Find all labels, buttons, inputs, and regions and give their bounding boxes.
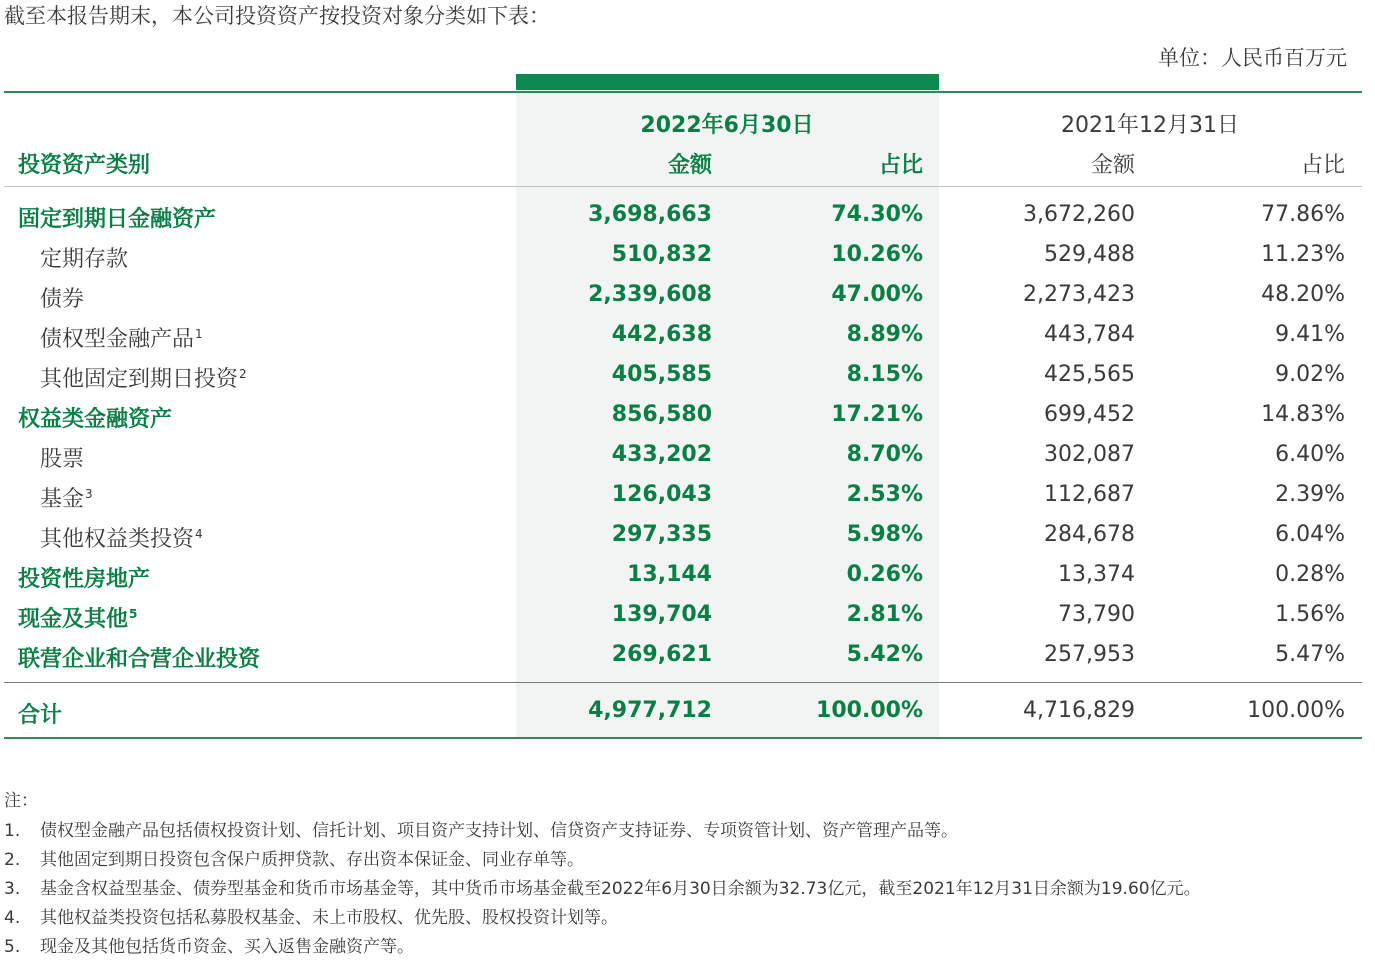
row-label-text: 基金: [40, 487, 85, 512]
cell-amount-2022: 856,580: [611, 402, 712, 427]
cell-ratio-2021: 48.20%: [1261, 282, 1345, 307]
table-total-rule: [4, 682, 1362, 683]
cell-amount-2022: 405,585: [611, 362, 712, 387]
row-label-text: 投资性房地产: [18, 567, 151, 592]
note-number: 4.: [4, 908, 21, 928]
total-label: 合计: [18, 703, 63, 728]
header-amount-2021: 金额: [1090, 153, 1135, 178]
cell-ratio-2022: 8.70%: [846, 442, 923, 467]
cell-amount-2022: 2,339,608: [588, 282, 712, 307]
cell-ratio-2021: 14.83%: [1261, 402, 1345, 427]
total-ratio-2021: 100.00%: [1247, 698, 1345, 723]
cell-ratio-2022: 0.26%: [846, 562, 923, 587]
cell-amount-2022: 3,698,663: [588, 202, 712, 227]
header-ratio-2021: 占比: [1300, 153, 1345, 178]
subcategory-label: [40, 242, 128, 273]
cell-amount-2022: 433,202: [611, 442, 712, 467]
note-number: 3.: [4, 879, 21, 899]
cell-ratio-2022: 47.00%: [831, 282, 923, 307]
category-label: [18, 562, 150, 593]
subcategory-label: [40, 442, 84, 473]
note-text: 现金及其他包括货币资金、买入返售金融资产等。: [40, 937, 414, 957]
total-ratio-2022: 100.00%: [816, 698, 923, 723]
note-number: 2.: [4, 850, 21, 870]
note-text: 其他固定到期日投资包含保户质押贷款、存出资本保证金、同业存单等。: [40, 850, 584, 870]
cell-ratio-2021: 6.04%: [1275, 522, 1345, 547]
note-text: 债权型金融产品包括债权投资计划、信托计划、项目资产支持计划、信贷资产支持证券、专项资管计划、资产管理产品等。: [40, 821, 958, 841]
cell-ratio-2021: 0.28%: [1275, 562, 1345, 587]
subcategory-label: [40, 322, 203, 353]
cell-ratio-2021: 2.39%: [1275, 482, 1345, 507]
subcategory-label: [40, 522, 203, 553]
notes-title: 注：: [4, 791, 38, 811]
row-label-text: 债券: [40, 287, 85, 312]
header-period-2022: 2022年6月30日: [640, 113, 814, 138]
cell-ratio-2022: 8.89%: [846, 322, 923, 347]
cell-ratio-2021: 6.40%: [1275, 442, 1345, 467]
category-label: [18, 402, 172, 433]
row-label-text: 现金及其他: [18, 607, 129, 632]
total-amount-2021: 4,716,829: [1023, 698, 1135, 723]
cell-amount-2022: 510,832: [611, 242, 712, 267]
cell-amount-2021: 443,784: [1044, 322, 1135, 347]
note-number: 1.: [4, 821, 21, 841]
table-bottom-rule: [4, 737, 1362, 739]
cell-amount-2021: 302,087: [1044, 442, 1135, 467]
category-label: [18, 202, 216, 233]
row-label-text: 联营企业和合营企业投资: [18, 647, 261, 672]
cell-ratio-2021: 9.41%: [1275, 322, 1345, 347]
header-amount-2022: 金额: [667, 153, 712, 178]
intro-text: 截至本报告期末，本公司投资资产按投资对象分类如下表：: [4, 4, 550, 28]
cell-ratio-2022: 17.21%: [831, 402, 923, 427]
cell-ratio-2022: 2.53%: [846, 482, 923, 507]
cell-amount-2021: 2,273,423: [1023, 282, 1135, 307]
footnote-marker: 5: [129, 606, 138, 621]
note-item: [4, 845, 584, 870]
header-category-label: 投资资产类别: [18, 153, 151, 178]
cell-ratio-2021: 1.56%: [1275, 602, 1345, 627]
cell-ratio-2022: 2.81%: [846, 602, 923, 627]
row-label-text: 股票: [40, 447, 85, 472]
cell-amount-2021: 529,488: [1044, 242, 1135, 267]
subcategory-label: [40, 362, 247, 393]
unit-label: 单位：人民币百万元: [1158, 46, 1347, 70]
table-top-rule: [4, 91, 1362, 93]
cell-ratio-2021: 77.86%: [1261, 202, 1345, 227]
footnote-marker: 4: [195, 526, 203, 541]
cell-ratio-2021: 11.23%: [1261, 242, 1345, 267]
cell-amount-2021: 13,374: [1058, 562, 1135, 587]
cell-ratio-2021: 9.02%: [1275, 362, 1345, 387]
cell-amount-2021: 73,790: [1058, 602, 1135, 627]
row-label-text: 权益类金融资产: [18, 407, 173, 432]
row-label-text: 定期存款: [40, 247, 129, 272]
cell-ratio-2022: 74.30%: [831, 202, 923, 227]
category-label: [18, 642, 260, 673]
row-label-text: 固定到期日金融资产: [18, 207, 217, 232]
cell-ratio-2022: 5.42%: [846, 642, 923, 667]
note-item: [4, 816, 958, 841]
subcategory-label: [40, 482, 93, 513]
header-ratio-2022: 占比: [878, 153, 923, 178]
cell-amount-2022: 139,704: [611, 602, 712, 627]
cell-amount-2021: 112,687: [1044, 482, 1135, 507]
subcategory-label: [40, 282, 84, 313]
cell-ratio-2021: 5.47%: [1275, 642, 1345, 667]
note-text: 其他权益类投资包括私募股权基金、未上市股权、优先股、股权投资计划等。: [40, 908, 618, 928]
cell-amount-2021: 257,953: [1044, 642, 1135, 667]
header-period-2021: 2021年12月31日: [1061, 113, 1239, 138]
cell-amount-2022: 297,335: [611, 522, 712, 547]
cell-amount-2021: 284,678: [1044, 522, 1135, 547]
note-item: [4, 903, 618, 928]
note-item: [4, 874, 1201, 899]
cell-amount-2022: 442,638: [611, 322, 712, 347]
note-text: 基金含权益型基金、债券型基金和货币市场基金等，其中货币市场基金截至2022年6月30日余额为32.73亿元，截至2021年12月31日余额为19.60亿元。: [40, 879, 1201, 899]
footnote-marker: 3: [85, 486, 93, 501]
highlight-bar: [516, 74, 939, 90]
cell-amount-2021: 699,452: [1044, 402, 1135, 427]
note-number: 5.: [4, 937, 21, 957]
cell-amount-2021: 425,565: [1044, 362, 1135, 387]
table-header-rule: [4, 186, 1362, 187]
note-item: [4, 932, 414, 957]
cell-amount-2022: 13,144: [627, 562, 712, 587]
cell-amount-2022: 269,621: [611, 642, 712, 667]
row-label-text: 债权型金融产品: [40, 327, 195, 352]
cell-amount-2021: 3,672,260: [1023, 202, 1135, 227]
total-amount-2022: 4,977,712: [588, 698, 712, 723]
cell-ratio-2022: 8.15%: [846, 362, 923, 387]
row-label-text: 其他固定到期日投资: [40, 367, 239, 392]
footnote-marker: 2: [239, 366, 247, 381]
cell-amount-2022: 126,043: [611, 482, 712, 507]
footnote-marker: 1: [195, 326, 203, 341]
cell-ratio-2022: 10.26%: [831, 242, 923, 267]
category-label: [18, 602, 137, 633]
cell-ratio-2022: 5.98%: [846, 522, 923, 547]
row-label-text: 其他权益类投资: [40, 527, 195, 552]
